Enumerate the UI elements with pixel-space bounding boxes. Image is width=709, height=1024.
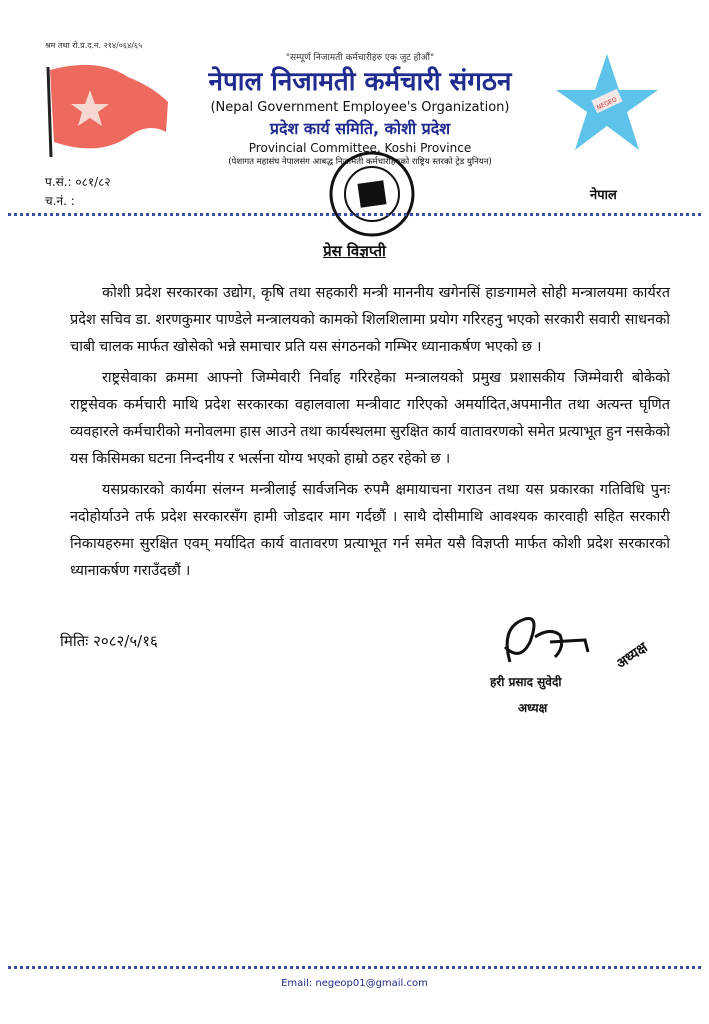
footer-email: Email: negeop01@gmail.com <box>281 978 428 989</box>
document-body <box>60 280 670 717</box>
registration-number: श्रम तथा रो.प्र.द.न. २१४/०६४/६५ <box>45 41 143 50</box>
paragraph-1: कोशी प्रदेश सरकारका उद्योग, कृषि तथा सहकारी मन्त्री माननीय खगेनसिं हाङगामले सोही मन्त्रालयमा कार्यरत प्रदेश सचिव डा. शरणकुमार पाण्डेले मन्त्रालयको कामको शिलशिलामा प्रयोग गरिरहनु भएको सरकारी सवारी साधनको चाबी चालक मार्फत खोसेको भन्ने समाचार प्रति यस संगठनको गम्भिर ध्यानाकर्षण भएको छ । <box>70 285 670 355</box>
document-title-text: प्रेस विज्ञप्ती <box>323 242 386 260</box>
star-logo-label: NEGEO <box>595 96 619 112</box>
dispatch-number: च.नं. : <box>45 194 75 208</box>
star-logo <box>555 52 660 152</box>
flag-logo <box>38 62 173 157</box>
committee-nepali: प्रदेश कार्य समिति, कोशी प्रदेश <box>269 119 451 138</box>
country-label: नेपाल <box>590 188 617 203</box>
signatory-title: अध्यक्ष <box>518 701 548 715</box>
date: मितिः २०८२/५/१६ <box>60 632 158 650</box>
paragraph-2: राष्ट्रसेवाका क्रममा आफ्नो जिम्मेवारी निर्वाह गरिरहेका मन्त्रालयको प्रमुख प्रशासकीय जिम्मेवारी बोकेको राष्ट्रसेवक कर्मचारी माथि प्रदेश सरकारका वहालवाला मन्त्रीवाट गरिएको अमर्यादित,अपमानीत तथा अत्यन्त घृणित व्यवहारले कर्मचारीको मनोवलमा हास आउने तथा कार्यस्थलमा सुरक्षित कार्य वातावरणको समेत प्रत्याभूत हुन नसकेको यस किसिमका घटना निन्दनीय र भर्त्सना योग्य भएको हाम्रो ठहर रहेको छ । <box>70 370 670 467</box>
org-name-nepali: नेपाल निजामती कर्मचारी संगठन <box>208 67 512 97</box>
signatory-name: हरी प्रसाद सुवेदी <box>490 675 562 689</box>
letterhead <box>175 52 545 169</box>
footer-divider <box>8 966 701 969</box>
date-signature-row <box>60 607 670 717</box>
org-name-english: (Nepal Government Employee's Organization) <box>210 100 510 115</box>
committee-english: Provincial Committee, Koshi Province <box>248 141 472 155</box>
paragraph-3: यसप्रकारको कार्यमा संलग्न मन्त्रीलाई सार्वजनिक रुपमै क्षमायाचना गराउन तथा यस प्रकारका गतिविधि पुनः नदोहोर्याउने तर्फ प्रदेश सरकारसँग हामी जोडदार माग गर्दछौं । साथै दोसीमाथि आवश्यक कारवाही सहित सरकारी निकायहरुमा सुरक्षित एवम् मर्यादित कार्य वातावरण प्रत्याभूत गर्न समेत यसै विज्ञप्ती मार्फत कोशी प्रदेश सरकारको ध्यानाकर्षण गराउँदछौं । <box>70 482 670 579</box>
affiliation: (पेशागत महासंघ नेपालसंग आबद्ध निजामती कर्मचारीहरुको राष्ट्रिय स्तरको ट्रेड युनियन) <box>228 157 492 167</box>
header-divider <box>8 213 701 216</box>
signature <box>490 607 600 669</box>
reference-number: प.सं.: ०८१/८२ <box>45 175 111 189</box>
motto: "सम्पूर्ण निजामती कर्मचारीहरु एक जुट होऔं" <box>285 53 435 63</box>
document-title <box>0 241 709 261</box>
title-stamp: अध्यक्ष <box>613 639 651 673</box>
signature-block <box>490 607 651 717</box>
